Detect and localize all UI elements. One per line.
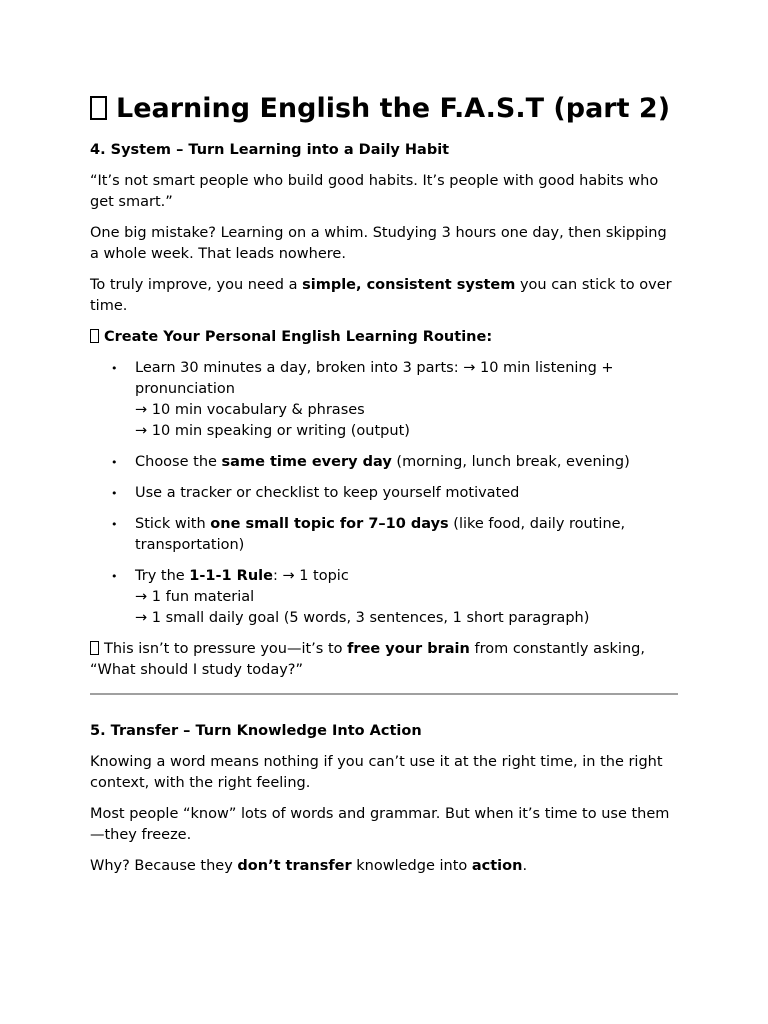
list-item	[90, 358, 680, 442]
list-item	[90, 514, 680, 556]
text-run: This isn’t to pressure you—it’s to	[104, 641, 348, 657]
section-4-closing	[90, 639, 680, 681]
bold-text-run: same time every day	[221, 454, 392, 470]
missing-glyph-icon	[90, 641, 99, 655]
text-run: knowledge into	[351, 858, 472, 874]
list-item	[90, 566, 680, 629]
text-run: Stick with	[135, 516, 211, 532]
page-title-text: Learning English the F.A.S.T (part 2)	[116, 93, 671, 124]
text-run: (like food, daily routine, transportation)	[135, 516, 626, 553]
routine-list	[90, 358, 680, 629]
routine-heading-text: Create Your Personal English Learning Routine:	[104, 329, 493, 345]
list-item	[90, 452, 680, 473]
bold-text-run: action	[471, 858, 523, 874]
section-4-quote: “It’s not smart people who build good habits. It’s people with good habits who get smart.”	[90, 173, 659, 210]
bullet-icon: •	[111, 570, 118, 583]
text-run: Choose the	[135, 454, 222, 470]
bullet-icon: •	[111, 362, 118, 375]
text-run: Try the	[135, 568, 190, 584]
section-4-paragraph-2	[90, 275, 680, 317]
section-4-heading: 4. System – Turn Learning into a Daily Habit	[90, 142, 450, 158]
bullet-icon: •	[111, 487, 118, 500]
bold-text-run: simple, consistent system	[302, 277, 516, 293]
list-item	[90, 483, 680, 504]
text-run: (morning, lunch break, evening)	[391, 454, 630, 470]
section-divider	[90, 693, 678, 695]
document-content	[90, 90, 680, 887]
list-item-line: → 10 min speaking or writing (output)	[135, 423, 410, 439]
bullet-icon: •	[111, 456, 118, 469]
text-run: you can stick to over time.	[90, 277, 672, 314]
text-run: To truly improve, you need a	[90, 277, 303, 293]
section-5-heading: 5. Transfer – Turn Knowledge Into Action	[90, 723, 422, 739]
routine-heading	[90, 327, 680, 348]
text-run: Why? Because they	[90, 858, 238, 874]
list-item-line: → 10 min vocabulary & phrases	[135, 402, 365, 418]
text-run: .	[522, 858, 528, 874]
bold-text-run: free your brain	[347, 641, 470, 657]
list-item-text: Use a tracker or checklist to keep yourself motivated	[135, 485, 520, 501]
page-title	[90, 90, 680, 128]
list-item-line: → 1 fun material	[135, 589, 255, 605]
missing-glyph-icon	[90, 96, 107, 120]
section-5-paragraph-2: Most people “know” lots of words and grammar. But when it’s time to use them—they freeze.	[90, 806, 670, 843]
text-run: : → 1 topic	[272, 568, 349, 584]
bold-text-run: 1-1-1 Rule	[189, 568, 273, 584]
missing-glyph-icon	[90, 329, 99, 343]
list-item-line: Learn 30 minutes a day, broken into 3 parts: → 10 min listening + pronunciation	[135, 360, 614, 397]
bold-text-run: don’t transfer	[237, 858, 352, 874]
section-5-paragraph-3	[90, 856, 680, 877]
bold-text-run: one small topic for 7–10 days	[210, 516, 449, 532]
bullet-icon: •	[111, 518, 118, 531]
list-item-line: → 1 small daily goal (5 words, 3 sentences, 1 short paragraph)	[135, 610, 590, 626]
section-4-paragraph-1: One big mistake? Learning on a whim. Studying 3 hours one day, then skipping a whole week. That leads nowhere.	[90, 225, 667, 262]
text-run: from constantly asking, “What should I study today?”	[90, 641, 645, 678]
section-5-paragraph-1: Knowing a word means nothing if you can’t use it at the right time, in the right context, with the right feeling.	[90, 754, 663, 791]
